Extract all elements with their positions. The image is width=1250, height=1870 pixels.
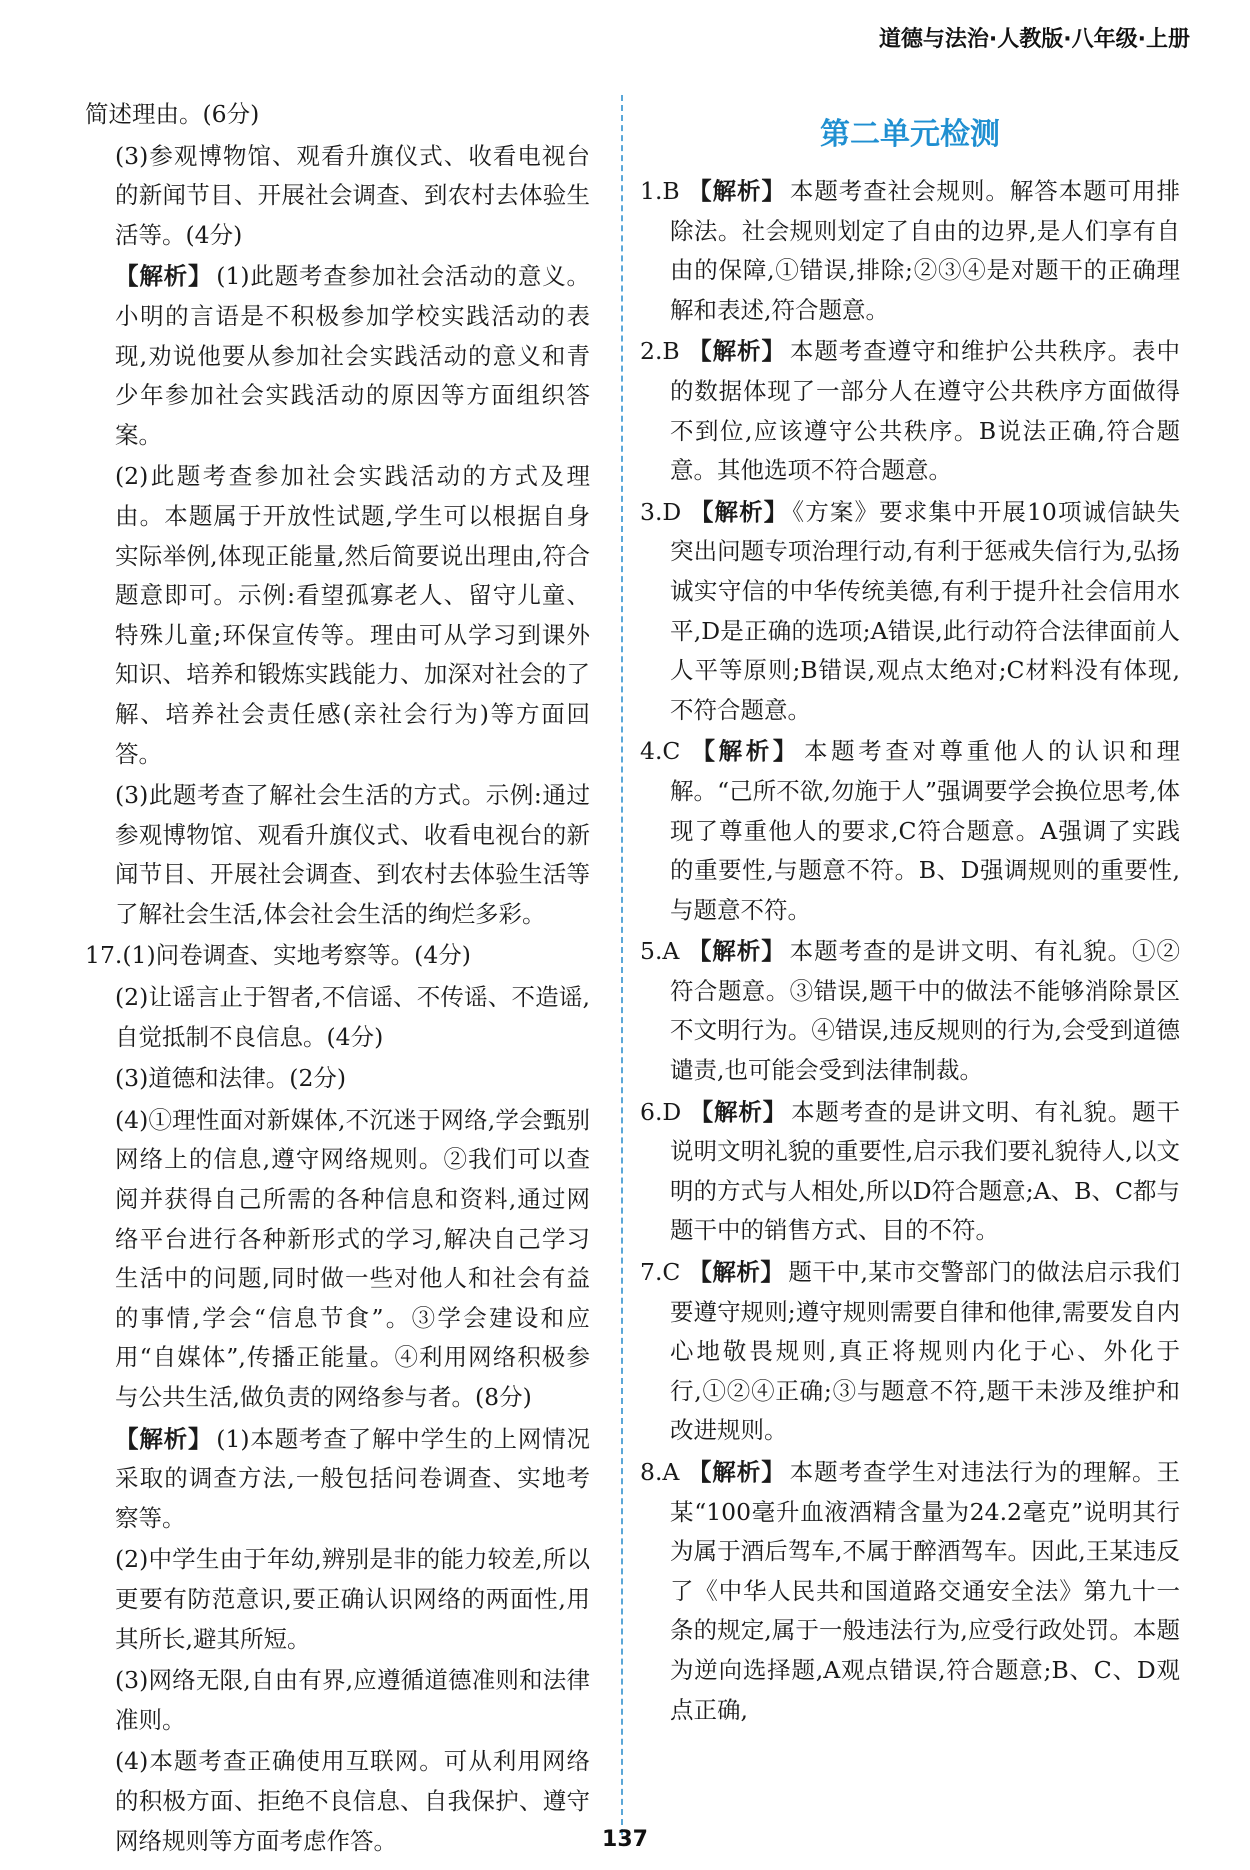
analysis-paragraph: (2)此题考查参加社会实践活动的方式及理由。本题属于开放性试题,学生可以根据自身实际举例,体现正能量,然后简要说出理由,符合题意即可。示例:看望孤寡老人、留守儿童、特殊儿童;环保宣传等。理由可从学习到课外知识、培养和锻炼实践能力、加深对社会的了解、培养社会责任感(亲社会行为)等方面回答。 <box>115 462 590 768</box>
left-column <box>85 95 590 1863</box>
analysis-tag: 【解析】 <box>688 1258 785 1287</box>
answer-key: 2.B <box>640 337 680 366</box>
analysis-text: 本题考查的是讲文明、有礼貌。①②符合题意。③错误,题干中的做法不能够消除景区不文明行为。④错误,违反规则的行为,会受到道德谴责,也可能会受到法律制裁。 <box>670 937 1181 1085</box>
answer-paragraph: (3)道德和法律。(2分) <box>115 1064 347 1093</box>
analysis-paragraph: (4)本题考查正确使用互联网。可从利用网络的积极方面、拒绝不良信息、自我保护、遵守网络规则等方面考虑作答。 <box>115 1747 590 1855</box>
answer-item <box>640 493 1180 731</box>
analysis-text: 本题考查对尊重他人的认识和理解。“己所不欲,勿施于人”强调要学会换位思考,体现了尊重他人的要求,C符合题意。A强调了实践的重要性,与题意不符。B、D强调规则的重要性,与题意不符。 <box>670 737 1180 924</box>
analysis-tag: 【解析】 <box>115 1424 213 1453</box>
answer-item <box>640 332 1180 490</box>
analysis-tag: 【解析】 <box>687 937 786 966</box>
analysis-tag: 【解析】 <box>688 337 786 366</box>
analysis-tag: 【解析】 <box>688 177 786 205</box>
analysis-text: 本题考查学生对违法行为的理解。王某“100毫升血液酒精含量为24.2毫克”说明其行为属于酒后驾车,不属于醉酒驾车。因此,王某违反了《中华人民共和国道路交通安全法》第九十一条的规定,属于一般违法行为,应受行政处罚。本题为逆向选择题,A观点错误,符合题意;B、C、D观点正确, <box>670 1458 1181 1724</box>
answer-key: 5.A <box>640 937 680 966</box>
column-divider <box>621 95 623 1835</box>
analysis-text: 本题考查社会规则。解答本题可用排除法。社会规则划定了自由的边界,是人们享有自由的保障,①错误,排除;②③④是对题干的正确理解和表述,符合题意。 <box>670 177 1180 324</box>
analysis-paragraph: (2)中学生由于年幼,辨别是非的能力较差,所以更要有防范意识,要正确认识网络的两面性,用其所长,避其所短。 <box>115 1545 590 1653</box>
answer-item <box>640 1253 1180 1451</box>
answer-key: 3.D <box>640 497 682 526</box>
analysis-tag: 【解析】 <box>689 497 789 526</box>
analysis-text: 题干中,某市交警部门的做法启示我们要遵守规则;遵守规则需要自律和他律,需要发自内心地敬畏规则,真正将规则内化于心、外化于行,①②④正确;③与题意不符,题干未涉及维护和改进规则。 <box>670 1258 1180 1445</box>
analysis-text: 本题考查遵守和维护公共秩序。表中的数据体现了一部分人在遵守公共秩序方面做得不到位,应该遵守公共秩序。B说法正确,符合题意。其他选项不符合题意。 <box>670 337 1180 485</box>
question-17-answer: 17.(1)问卷调查、实地考察等。(4分) <box>85 941 471 970</box>
answer-item <box>640 1453 1180 1730</box>
analysis-tag: 【解析】 <box>689 1097 788 1126</box>
analysis-text: 本题考查的是讲文明、有礼貌。题干说明文明礼貌的重要性,启示我们要礼貌待人,以文明的方式与人相处,所以D符合题意;A、B、C都与题干中的销售方式、目的不符。 <box>670 1097 1180 1245</box>
answer-key: 6.D <box>640 1097 682 1126</box>
right-column <box>640 110 1180 1732</box>
answer-paragraph: (4)①理性面对新媒体,不沉迷于网络,学会甄别网络上的信息,遵守网络规则。②我们可以查阅并获得自己所需的各种信息和资料,通过网络平台进行各种新形式的学习,解决自己学习生活中的问题,同时做一些对他人和社会有益的事情,学会“信息节食”。③学会建设和应用“自媒体”,传播正能量。④利用网络积极参与公共生活,做负责的网络参与者。(8分) <box>115 1105 590 1411</box>
answer-paragraph: (3)参观博物馆、观看升旗仪式、收看电视台的新闻节目、开展社会调查、到农村去体验生活等。(4分) <box>115 141 590 249</box>
answer-item <box>640 732 1180 930</box>
analysis-paragraph <box>85 1420 590 1539</box>
answer-key: 7.C <box>640 1258 681 1287</box>
analysis-text: (1)此题考查参加社会活动的意义。小明的言语是不积极参加学校实践活动的表现,劝说他要从参加社会实践活动的意义和青少年参加社会实践活动的原因等方面组织答案。 <box>115 262 591 449</box>
answer-item <box>640 1093 1180 1251</box>
analysis-tag: 【解析】 <box>115 262 213 291</box>
analysis-text: 《方案》要求集中开展10项诚信缺失突出问题专项治理行动,有利于惩戒失信行为,弘扬诚实守信的中华传统美德,有利于提升社会信用水平,D是正确的选项;A错误,此行动符合法律面前人人平等原则;B错误,观点太绝对;C材料没有体现,不符合题意。 <box>670 497 1181 724</box>
answer-paragraph: 简述理由。(6分) <box>85 100 260 128</box>
analysis-paragraph: (3)网络无限,自由有界,应遵循道德准则和法律准则。 <box>115 1666 590 1734</box>
answer-item <box>640 172 1180 330</box>
analysis-paragraph <box>85 257 590 455</box>
analysis-tag: 【解析】 <box>691 737 800 766</box>
analysis-text: (1)本题考查了解中学生的上网情况采取的调查方法,一般包括问卷调查、实地考察等。 <box>115 1424 591 1532</box>
analysis-tag: 【解析】 <box>687 1458 786 1486</box>
page-number: 137 <box>602 1827 648 1852</box>
answer-key: 1.B <box>640 177 680 205</box>
answer-key: 8.A <box>640 1458 680 1486</box>
page-header: 道德与法治·人教版·八年级·上册 <box>878 27 1190 52</box>
answer-key: 4.C <box>640 737 681 766</box>
analysis-paragraph: (3)此题考查了解社会生活的方式。示例:通过参观博物馆、观看升旗仪式、收看电视台的新闻节目、开展社会调查、到农村去体验生活等了解社会生活,体会社会生活的绚烂多彩。 <box>115 781 590 928</box>
section-title: 第二单元检测 <box>820 117 1000 152</box>
answer-paragraph: (2)让谣言止于智者,不信谣、不传谣、不造谣,自觉抵制不良信息。(4分) <box>115 983 590 1051</box>
answer-item <box>640 932 1180 1090</box>
